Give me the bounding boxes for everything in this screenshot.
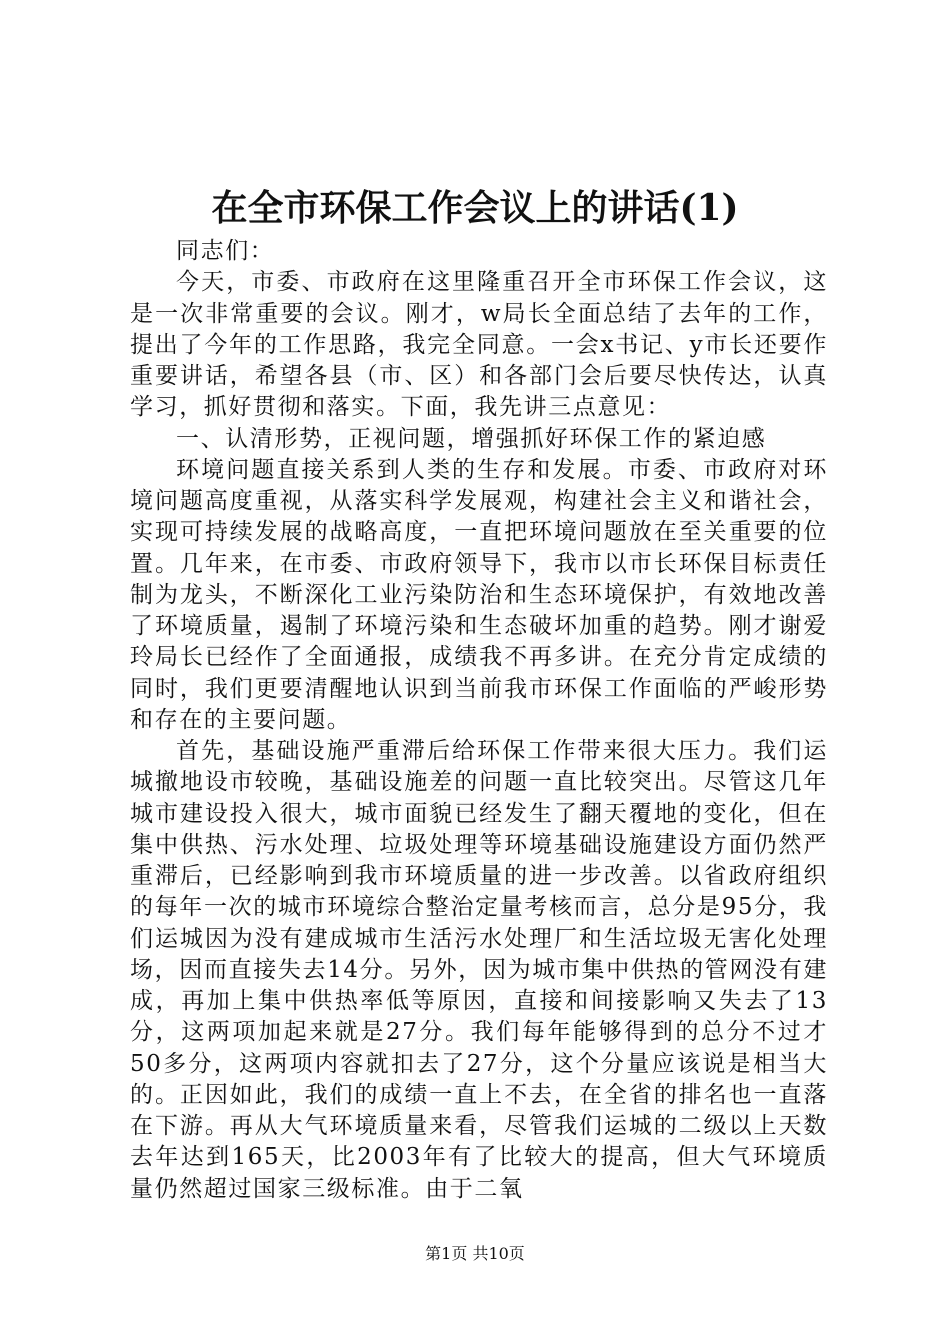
document-title: 在全市环保工作会议上的讲话(1) <box>211 187 739 229</box>
salutation-paragraph: 同志们： <box>176 238 275 264</box>
section-heading: 一、认清形势，正视问题，增强抓好环保工作的紧迫感 <box>176 425 767 452</box>
page-footer: 第1页 共10页 <box>425 1244 525 1263</box>
body-paragraph: 首先，基础设施严重滞后给环保工作带来很大压力。我们运城撤地设市较晚，基础设施差的问题一直比较突出。尽管这几年城市建设投入很大，城市面貌已经发生了翻天覆地的变化，但在集中供热、污水处理、垃圾处理等环境基础设施建设方面仍然严重滞后，已经影响到我市环境质量的进一步改善。以省政府组织的每年一次的城市环境综合整治定量考核而言，总分是95分，我们运城因为没有建成城市生活污水处理厂和生活垃圾无害化处理场，因而直接失去14分。另外，因为城市集中供热的管网没有建成，再加上集中供热率低等原因，直接和间接影响又失去了13分，这两项加起来就是27分。我们每年能够得到的总分不过才50多分，这两项内容就扣去了27分，这个分量应该说是相当大的。正因如此，我们的成绩一直上不去，在全省的排名也一直落在下游。再从大气环境质量来看，尽管我们运城的二级以上天数去年达到165天，比2003年有了比较大的提高，但大气环境质量仍然超过国家三级标准。由于二氧 <box>130 738 828 1202</box>
opening-paragraph: 今天，市委、市政府在这里隆重召开全市环保工作会议，这是一次非常重要的会议。刚才，w局长全面总结了去年的工作，提出了今年的工作思路，我完全同意。一会x书记、y市长还要作重要讲话，希望各县（市、区）和各部门会后要尽快传达，认真学习，抓好贯彻和落实。下面，我先讲三点意见： <box>130 269 828 421</box>
document-body <box>130 236 828 1205</box>
body-paragraph: 环境问题直接关系到人类的生存和发展。市委、市政府对环境问题高度重视，从落实科学发展观，构建社会主义和谐社会，实现可持续发展的战略高度，一直把环境问题放在至关重要的位置。几年来，在市委、市政府领导下，我市以市长环保目标责任制为龙头，不断深化工业污染防治和生态环境保护，有效地改善了环境质量，遏制了环境污染和生态破坏加重的趋势。刚才谢爱玲局长已经作了全面通报，成绩我不再多讲。在充分肯定成绩的同时，我们更要清醒地认识到当前我市环保工作面临的严峻形势和存在的主要问题。 <box>130 456 828 733</box>
